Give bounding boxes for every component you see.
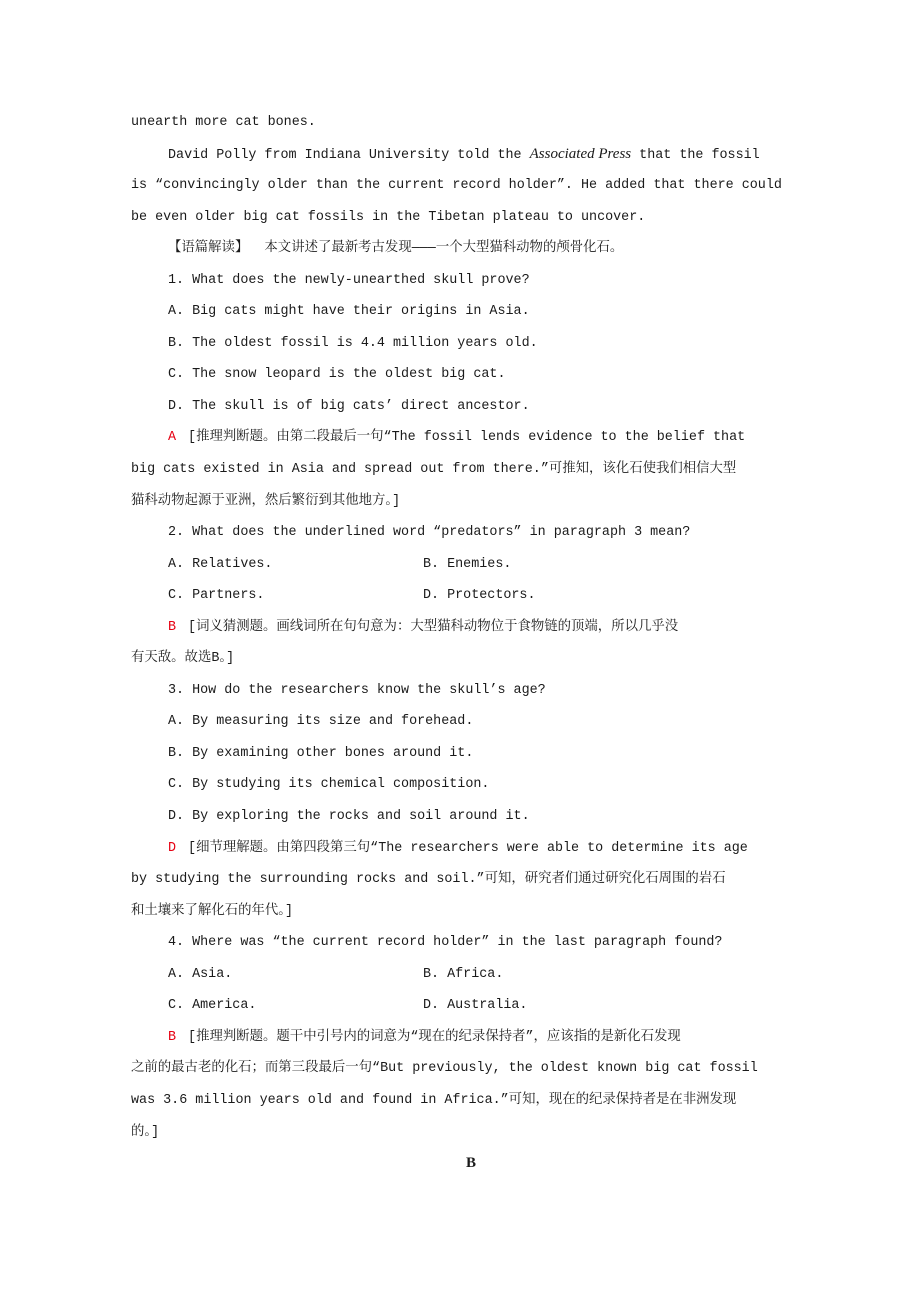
explanation-line: was 3.6 million years old and found in Africa.”可知，现在的纪录保持者是在非洲发现 [131, 1092, 737, 1108]
option-row [131, 959, 821, 991]
option: C. The snow leopard is the oldest big cat. [168, 367, 506, 383]
explanation-line: 有天敌。故选B。] [131, 651, 235, 667]
answer-letter: B [168, 1029, 177, 1045]
explanation-line [131, 612, 821, 644]
passage-line: be even older big cat fossils in the Tibetan plateau to uncover. [131, 209, 646, 225]
explanation-line [131, 833, 821, 865]
text: David Polly from Indiana University told the [168, 147, 530, 163]
option: D. Protectors. [423, 588, 536, 604]
text: [推理判断题。由第二段最后一句“The fossil lends evidence to the belief that [188, 430, 746, 446]
explanation-line: by studying the surrounding rocks and soil.”可知，研究者们通过研究化石周围的岩石 [131, 872, 726, 888]
option-row [131, 990, 821, 1022]
text: [词义猜测题。画线词所在句句意为：大型猫科动物位于食物链的顶端，所以几乎没 [188, 619, 679, 635]
option: A. Relatives. [168, 556, 273, 572]
option: B. Enemies. [423, 556, 512, 572]
option: C. Partners. [168, 588, 265, 604]
question-stem: 3. How do the researchers know the skull’s age? [168, 682, 546, 698]
answer-letter: B [168, 619, 177, 635]
explanation-line: 之前的最古老的化石；而第三段最后一句“But previously, the oldest known big cat fossil [131, 1061, 758, 1077]
explanation-line [131, 1022, 821, 1054]
option: B. The oldest fossil is 4.4 million years old. [168, 335, 538, 351]
publication-name: Associated Press [529, 145, 632, 162]
explanation-line: 的。] [131, 1124, 160, 1140]
option: A. Big cats might have their origins in Asia. [168, 304, 530, 320]
passage-line: unearth more cat bones. [131, 115, 316, 130]
document-page [131, 107, 821, 1180]
explanation-line: 猫科动物起源于亚洲，然后繁衍到其他地方。] [131, 493, 401, 509]
text: [推理判断题。题干中引号内的词意为“现在的纪录保持者”，应该指的是新化石发现 [188, 1029, 681, 1045]
option-row [131, 580, 821, 612]
passage-line: is “convincingly older than the current record holder”. He added that there could [131, 178, 782, 194]
question-stem: 1. What does the newly-unearthed skull prove? [168, 272, 530, 288]
option: B. Africa. [423, 966, 504, 982]
option: C. America. [168, 998, 257, 1014]
passage-line [131, 139, 821, 171]
option-row [131, 549, 821, 581]
text: that the fossil [631, 147, 760, 163]
explanation-line: 和土壤来了解化石的年代。] [131, 903, 294, 919]
question-stem: 2. What does the underlined word “predators” in paragraph 3 mean? [168, 525, 691, 541]
section-heading: B [465, 1155, 476, 1172]
option: B. By examining other bones around it. [168, 745, 474, 761]
answer-letter: A [168, 430, 177, 446]
summary: 【语篇解读】 本文讲述了最新考古发现———一个大型猫科动物的颅骨化石。 [168, 241, 624, 257]
text: [细节理解题。由第四段第三句“The researchers were able to determine its age [188, 840, 748, 856]
explanation-line: big cats existed in Asia and spread out from there.”可推知，该化石使我们相信大型 [131, 462, 737, 478]
option: A. Asia. [168, 966, 233, 982]
option: D. By exploring the rocks and soil around it. [168, 809, 530, 825]
option: A. By measuring its size and forehead. [168, 714, 474, 730]
explanation-line [131, 422, 821, 454]
question-stem: 4. Where was “the current record holder” in the last paragraph found? [168, 935, 723, 951]
option: C. By studying its chemical composition. [168, 777, 490, 793]
option: D. Australia. [423, 998, 528, 1014]
option: D. The skull is of big cats’ direct ancestor. [168, 398, 530, 414]
answer-letter: D [168, 840, 177, 856]
